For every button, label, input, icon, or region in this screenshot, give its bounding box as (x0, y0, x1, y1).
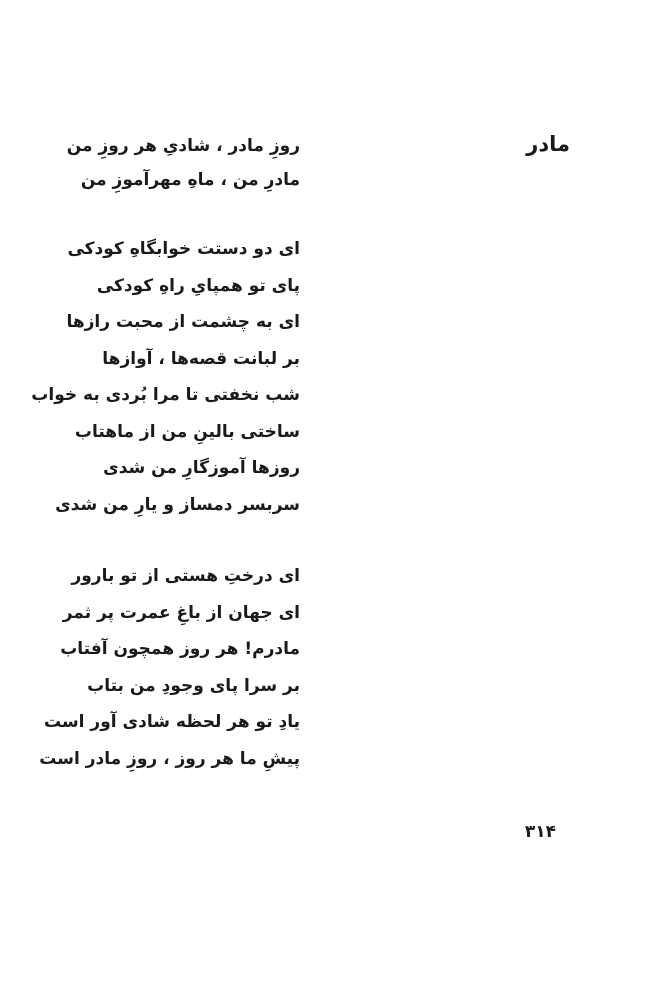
poem-line: ساختی بالینِ من از ماهتاب (74, 421, 300, 442)
poem-line: ای دو دستت خوابگاهِ کودکی (67, 239, 300, 259)
poem-line: پیشِ ما هر روز ، روزِ مادر است (39, 748, 300, 769)
poem-line: روزِ مادر ، شادیِ هر روزِ من (66, 136, 300, 156)
stanza-1 (31, 130, 300, 198)
poem-line: ای درختِ هستی از تو بارور (71, 566, 300, 586)
poem-line: بر لبانت قصه‌ها ، آوازها (102, 348, 300, 369)
page-number: ۳۱۴ (524, 822, 556, 842)
stanza-3 (31, 560, 300, 779)
poem-line: مادرم! هر روز همچون آفتاب (60, 639, 300, 659)
poem-line: شب نخفتی تا مرا بُردی به خواب (31, 385, 300, 405)
poem-line: مادرِ من ، ماهِ مهرآموزِ من (80, 170, 300, 190)
poem-line: ای جهان از باغِ عمرت پر ثمر (62, 602, 300, 623)
poem-line: پای تو همپایِ راهِ کودکی (96, 275, 300, 296)
poem-line: یادِ تو هر لحظه شادی آور است (43, 712, 300, 732)
poem-body (31, 130, 300, 779)
stanza-2 (31, 233, 300, 525)
poem-line: سربسر دمساز و یارِ من شدی (55, 494, 300, 515)
poem-line: ای به چشمت از محبت رازها (66, 312, 300, 332)
poem-title: مادر (526, 132, 570, 156)
poem-line: روزها آموزگارِ من شدی (103, 458, 300, 478)
poem-line: بر سرا پای وجودِ من بتاب (87, 675, 300, 696)
